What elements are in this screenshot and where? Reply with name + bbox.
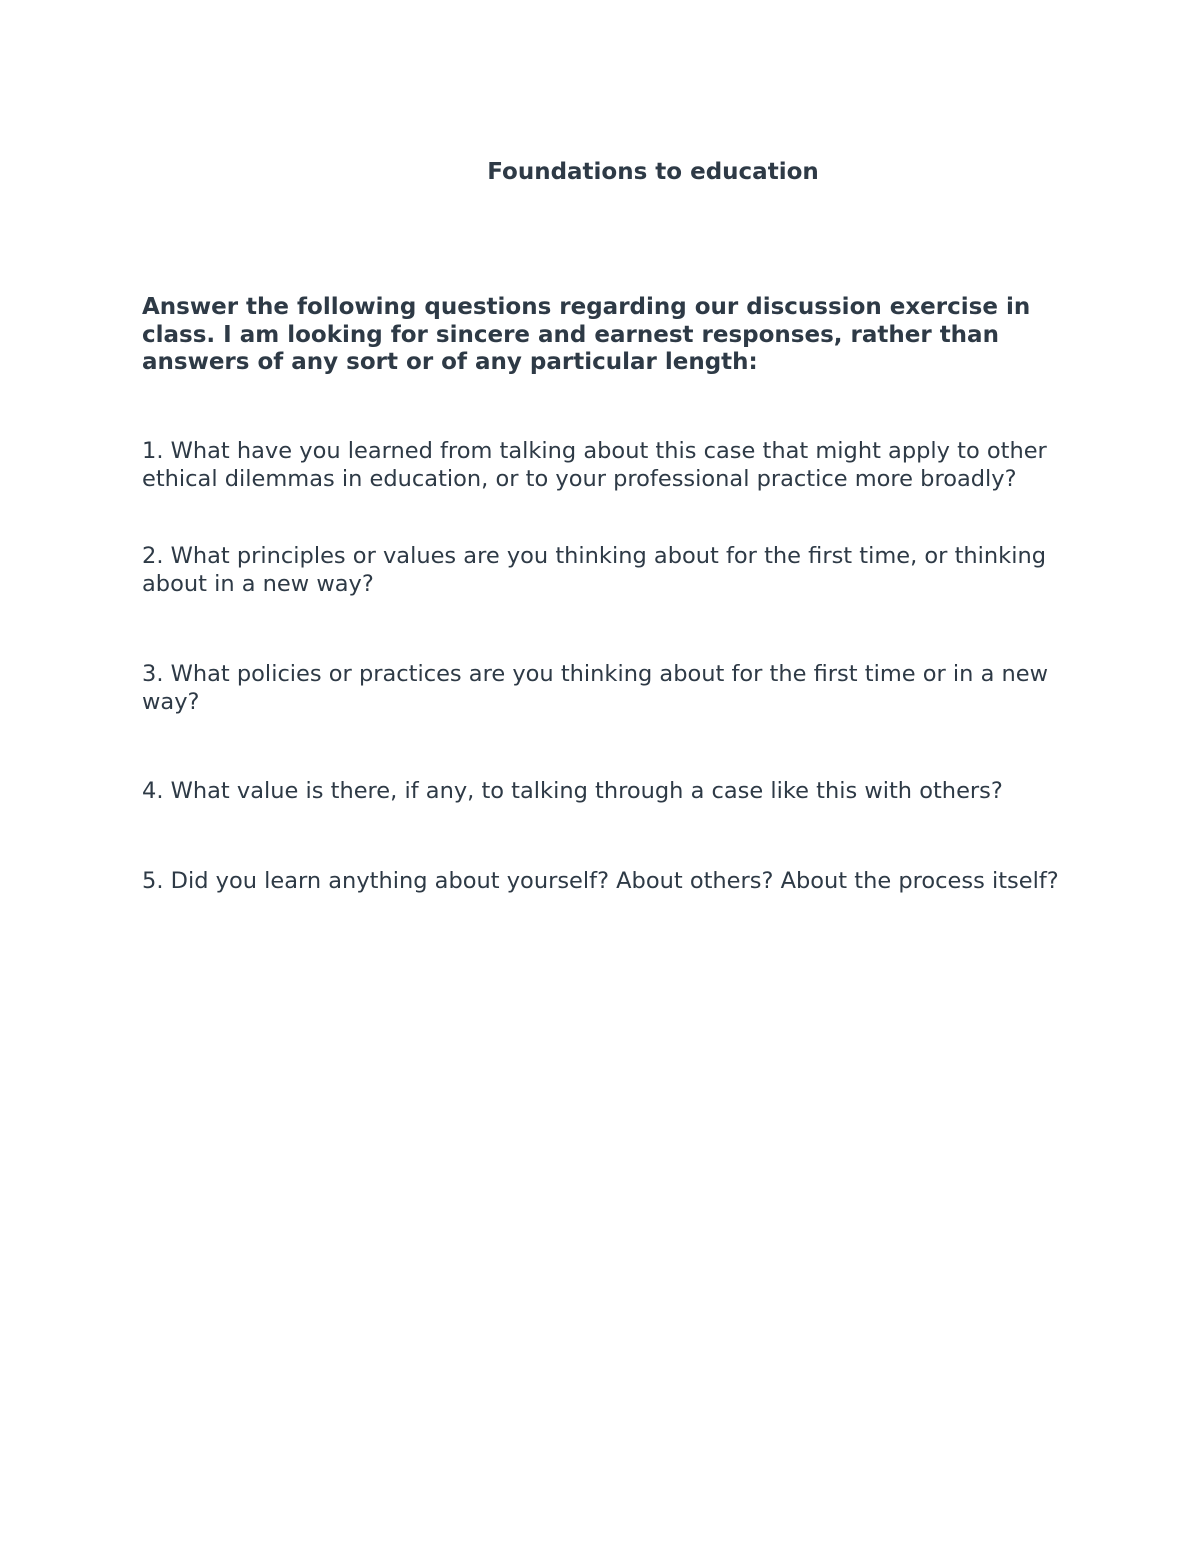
title-area xyxy=(0,0,1200,220)
instructions-paragraph: Answer the following questions regarding our discussion exercise in class. I am looking for sincere and earnest responses, rather than answers of any sort or of any particular length: xyxy=(142,294,1031,375)
question-2: 2. What principles or values are you thinking about for the first time, or thinking about in a new way? xyxy=(142,543,1046,597)
document-title: Foundations to education xyxy=(487,159,819,185)
question-3: 3. What policies or practices are you thinking about for the first time or in a new way? xyxy=(142,661,1049,715)
question-4: 4. What value is there, if any, to talking through a case like this with others? xyxy=(142,778,1003,804)
question-5: 5. Did you learn anything about yourself? About others? About the process itself? xyxy=(142,868,1059,894)
question-1: 1. What have you learned from talking about this case that might apply to other ethical dilemmas in education, or to your professional practice more broadly? xyxy=(142,438,1047,492)
